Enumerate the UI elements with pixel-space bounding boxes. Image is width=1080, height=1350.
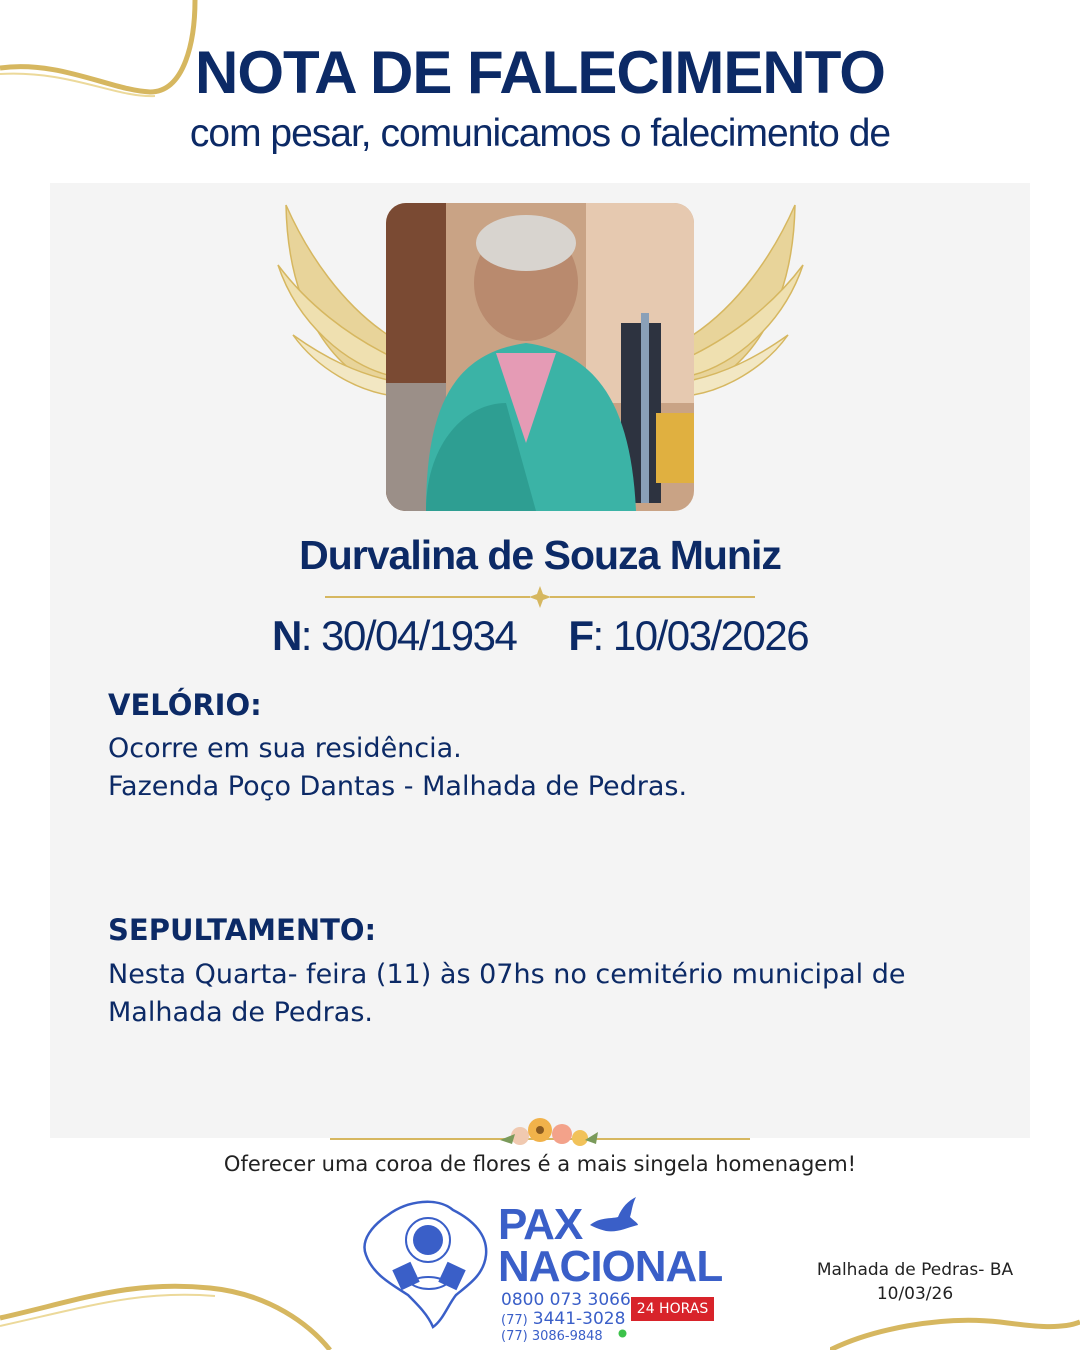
location-place: Malhada de Pedras- BA (816, 1260, 1014, 1280)
phone-landline (501, 1309, 625, 1329)
velorio-text (108, 730, 968, 806)
dove-icon (588, 1195, 640, 1237)
gold-swoosh-bottom-right (830, 1300, 1080, 1350)
death-date: 10/03/2026 (612, 612, 809, 659)
flower-ornament (330, 1108, 750, 1153)
company-name-line-2: NACIONAL (498, 1242, 723, 1291)
deceased-name: Durvalina de Souza Muniz (299, 532, 781, 578)
left-wing-icon (268, 195, 393, 405)
page-title: NOTA DE FALECIMENTO (195, 39, 885, 106)
phone-landline-number: 3441-3028 (532, 1309, 626, 1329)
company-name-line-1: PAX (498, 1200, 583, 1249)
sepultamento-heading: SEPULTAMENTO: (108, 913, 377, 947)
location-block (790, 1258, 1040, 1306)
sepultamento-text (108, 956, 968, 1032)
life-dates: N: 30/04/1934 F: 10/03/2026 (271, 612, 809, 659)
phone-whatsapp: (77) 3086-9848 (501, 1329, 603, 1344)
velorio-heading: VELÓRIO: (108, 688, 262, 722)
sepultamento-line-1: Nesta Quarta- feira (11) às 07hs no cemitério municipal de (108, 959, 906, 990)
birth-date: 30/04/1934 (321, 612, 517, 659)
whatsapp-icon (618, 1329, 627, 1338)
sepultamento-line-2: Malhada de Pedras. (108, 997, 373, 1028)
tribute-message: Oferecer uma coroa de flores é a mais singela homenagem! (223, 1152, 857, 1176)
phone-landline-area: (77) (501, 1313, 528, 1328)
birth-label: N (271, 612, 301, 659)
brazil-handshake-logo-icon (358, 1195, 498, 1330)
gold-divider (325, 585, 755, 609)
phone-toll-free: 0800 073 3066 (501, 1290, 631, 1310)
velorio-line-1: Ocorre em sua residência. (108, 733, 462, 764)
right-wing-icon (688, 195, 813, 405)
location-date: 10/03/26 (876, 1284, 954, 1304)
gold-swoosh-bottom-left (0, 1270, 340, 1350)
death-label: F (568, 612, 593, 659)
deceased-portrait (386, 203, 694, 511)
page-subtitle: com pesar, comunicamos o falecimento de (189, 112, 891, 155)
velorio-line-2: Fazenda Poço Dantas - Malhada de Pedras. (108, 771, 688, 802)
24h-badge: 24 HORAS (631, 1297, 714, 1321)
